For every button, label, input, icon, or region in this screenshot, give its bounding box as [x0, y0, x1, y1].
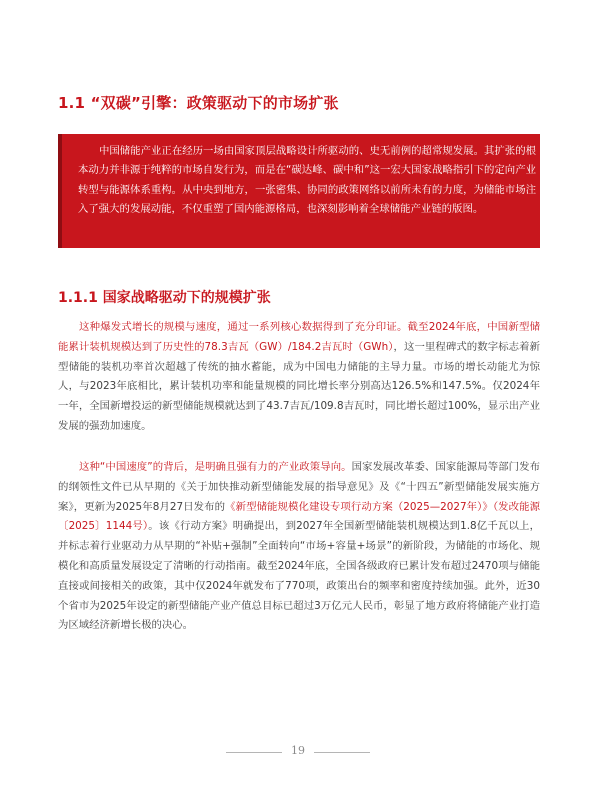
summary-callout-text: 中国储能产业正在经历一场由国家顶层战略设计所驱动的、史无前例的超常规发展。其扩张的根本动力并非源于纯粹的市场自发行为，而是在“碳达峰、碳中和”这一宏大国家战略指引下的定向产业转型与能源体系重构。从中央到地方，一张密集、协同的政策网络以前所未有的力度，为储能市场注入了强大的发展动能，不仅重塑了国内能源格局，也深刻影响着全球储能产业链的版图。 — [78, 145, 536, 215]
body-paragraph-2 — [58, 458, 540, 636]
paragraph-1-text: ，这一里程碑式的数字标志着新型储能的装机功率首次超越了传统的抽水蓄能，成为中国电力储能的主导力量。市场的增长动能尤为惊人，与2023年底相比，累计装机功率和能量规模的同比增长率分别高达126.5%和147.5%。仅2024年一年，全国新增投运的新型储能规模就达到了43.7吉瓦/109.8吉瓦时，同比增长超过100%，显示出产业发展的强劲加速度。 — [58, 340, 540, 432]
body-paragraph-1 — [58, 318, 540, 437]
paragraph-2-text: 国家发展改革委、国家能源局等部门发布的纲领性文件已从早期的《关于加快推动新型储能发展的指导意见》及《“十四五”新型储能发展实施方案》，更新为2025年8月27日发布的 — [58, 461, 540, 513]
paragraph-2-rest: 。该《行动方案》明确提出，到2027年全国新型储能装机规模达到1.8亿千瓦以上，并标志着行业驱动力从早期的“补贴+强制”全面转向“市场+容量+场景”的新阶段，为储能的市场化、规模化和高质量发展设定了清晰的行动指南。截至2024年底，全国各级政府已累计发布超过2470项与储能直接或间接相关的政策，其中仅2024年就发布了770项，政策出台的频率和密度持续加强。此外，近30个省市为2025年设定的新型储能产业产值总目标已超过3万亿元人民币，彰显了地方政府将储能产业打造为区域经济新增长极的决心。 — [58, 520, 541, 632]
footer-rule-right — [314, 752, 370, 753]
subsection-heading: 1.1.1 国家战略驱动下的规模扩张 — [58, 290, 271, 306]
summary-callout-box — [58, 134, 540, 248]
highlighted-statistics: 这种爆发式增长的规模与速度，通过一系列核心数据得到了充分印证。截至2024年底，中国新型储能累计装机规模达到了历史性的78.3吉瓦（GW）/184.2吉瓦时（GWh） — [58, 321, 540, 353]
footer-rule-left — [226, 752, 282, 753]
highlighted-policy-document: 《新型储能规模化建设专项行动方案（2025—2027年）》（发改能源〔2025〕1144号） — [58, 500, 541, 533]
section-heading: 1.1 “双碳”引擎：政策驱动下的市场扩张 — [58, 94, 339, 112]
highlighted-policy-lead: 这种“中国速度”的背后，是明确且强有力的产业政策导向。 — [79, 461, 352, 473]
page-number: 19 — [291, 744, 305, 757]
